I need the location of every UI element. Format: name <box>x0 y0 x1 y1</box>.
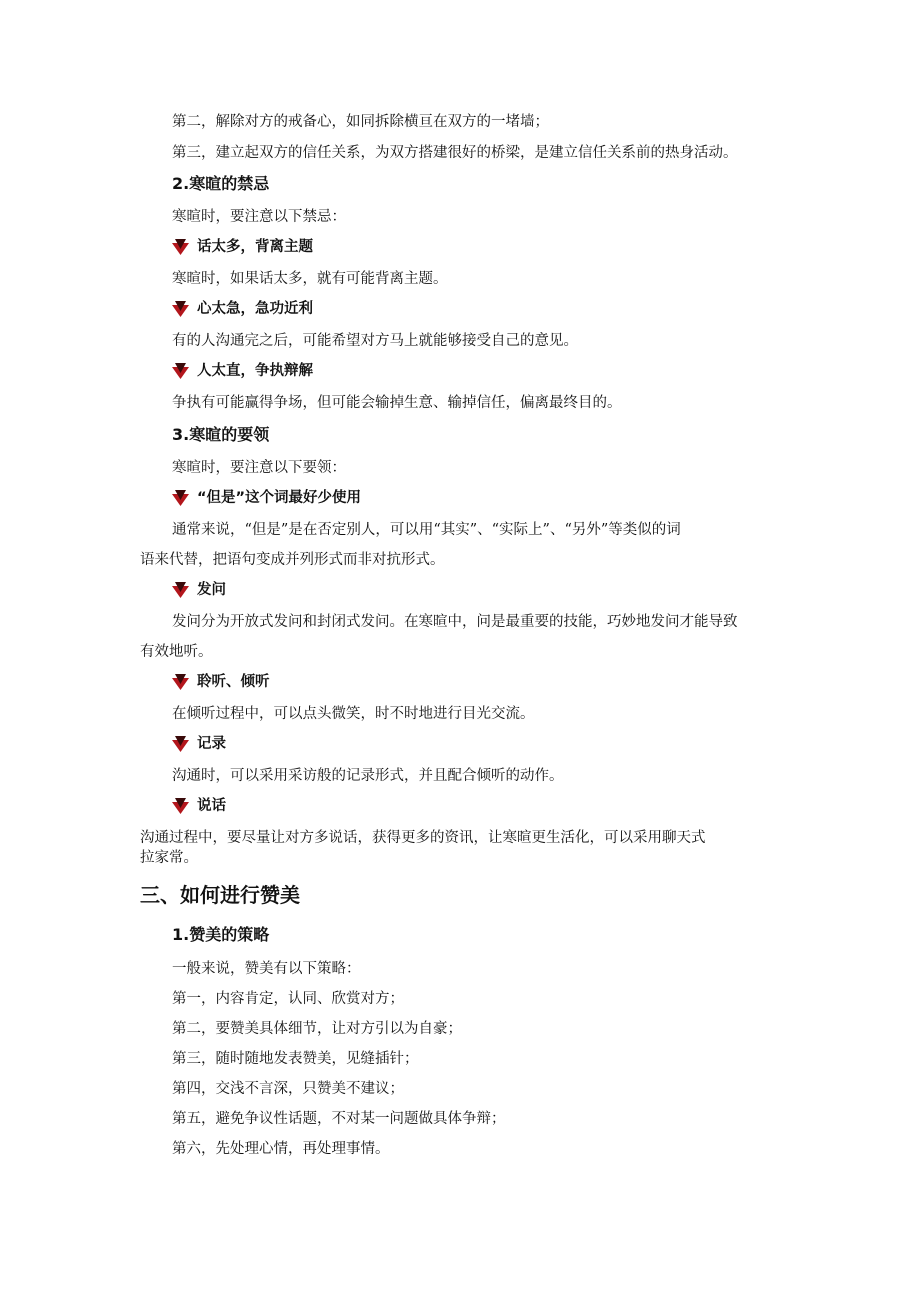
bullet-item-text: 争执有可能赢得争场，但可能会输掉生意、输掉信任，偏离最终目的。 <box>172 395 622 411</box>
section-intro: 一般来说，赞美有以下策略： <box>172 961 361 977</box>
bullet-item-title <box>172 489 361 507</box>
bullet-item-text: 有效地听。 <box>140 644 213 660</box>
bullet-title-text: 说话 <box>197 798 226 814</box>
strategy-item: 第六，先处理心情，再处理事情。 <box>172 1141 390 1157</box>
arrow-down-bullet-icon <box>172 674 189 690</box>
bullet-item-text: 拉家常。 <box>140 850 198 866</box>
bullet-item-text: 通常来说，“但是”是在否定别人，可以用“其实”、“实际上”、“另外”等类似的词 <box>172 522 681 538</box>
arrow-down-bullet-icon <box>172 736 189 752</box>
bullet-title-text: 聆听、倾听 <box>197 674 270 690</box>
strategy-item: 第四，交浅不言深，只赞美不建议； <box>172 1081 404 1097</box>
section-intro: 寒暄时，要注意以下要领： <box>172 460 346 476</box>
bullet-item-text: 在倾听过程中，可以点头微笑，时不时地进行目光交流。 <box>172 706 535 722</box>
section-heading-taboo: 2.寒暄的禁忌 <box>172 174 270 193</box>
bullet-title-text: 记录 <box>197 736 226 752</box>
strategy-item: 第二，要赞美具体细节，让对方引以为自豪； <box>172 1021 462 1037</box>
bullet-item-title <box>172 581 226 599</box>
bullet-item-title <box>172 300 313 318</box>
arrow-down-bullet-icon <box>172 239 189 255</box>
bullet-item-text: 寒暄时，如果话太多，就有可能背离主题。 <box>172 271 448 287</box>
bullet-title-text: 人太直，争执辩解 <box>197 363 313 379</box>
paragraph-line: 第三，建立起双方的信任关系，为双方搭建很好的桥梁，是建立信任关系前的热身活动。 <box>172 145 738 161</box>
bullet-item-title <box>172 362 313 380</box>
bullet-item-title <box>172 673 270 691</box>
bullet-item-text: 有的人沟通完之后，可能希望对方马上就能够接受自己的意见。 <box>172 333 578 349</box>
section-intro: 寒暄时，要注意以下禁忌： <box>172 209 346 225</box>
bullet-title-text: 话太多，背离主题 <box>197 239 313 255</box>
bullet-item-text: 沟通过程中，要尽量让对方多说话，获得更多的资讯，让寒暄更生活化，可以采用聊天式 <box>140 830 706 846</box>
bullet-item-text: 语来代替，把语句变成并列形式而非对抗形式。 <box>140 552 445 568</box>
bullet-item-title <box>172 238 313 256</box>
bullet-title-text: 心太急，急功近利 <box>197 301 313 317</box>
arrow-down-bullet-icon <box>172 582 189 598</box>
strategy-item: 第三，随时随地发表赞美，见缝插针； <box>172 1051 419 1067</box>
arrow-down-bullet-icon <box>172 363 189 379</box>
bullet-item-text: 发问分为开放式发问和封闭式发问。在寒暄中，问是最重要的技能，巧妙地发问才能导致 <box>172 614 738 630</box>
paragraph-line: 第二，解除对方的戒备心，如同拆除横亘在双方的一堵墙； <box>172 114 549 130</box>
strategy-item: 第一，内容肯定，认同、欣赏对方； <box>172 991 404 1007</box>
bullet-item-title <box>172 735 226 753</box>
section-heading-keys: 3.寒暄的要领 <box>172 425 270 444</box>
chapter-heading: 三、如何进行赞美 <box>140 883 300 907</box>
bullet-title-text: “但是”这个词最好少使用 <box>197 490 362 506</box>
arrow-down-bullet-icon <box>172 490 189 506</box>
bullet-title-text: 发问 <box>197 582 226 598</box>
strategy-item: 第五，避免争议性话题，不对某一问题做具体争辩； <box>172 1111 506 1127</box>
arrow-down-bullet-icon <box>172 798 189 814</box>
arrow-down-bullet-icon <box>172 301 189 317</box>
bullet-item-title <box>172 797 226 815</box>
section-heading-praise-strategy: 1.赞美的策略 <box>172 925 270 944</box>
bullet-item-text: 沟通时，可以采用采访般的记录形式，并且配合倾听的动作。 <box>172 768 564 784</box>
